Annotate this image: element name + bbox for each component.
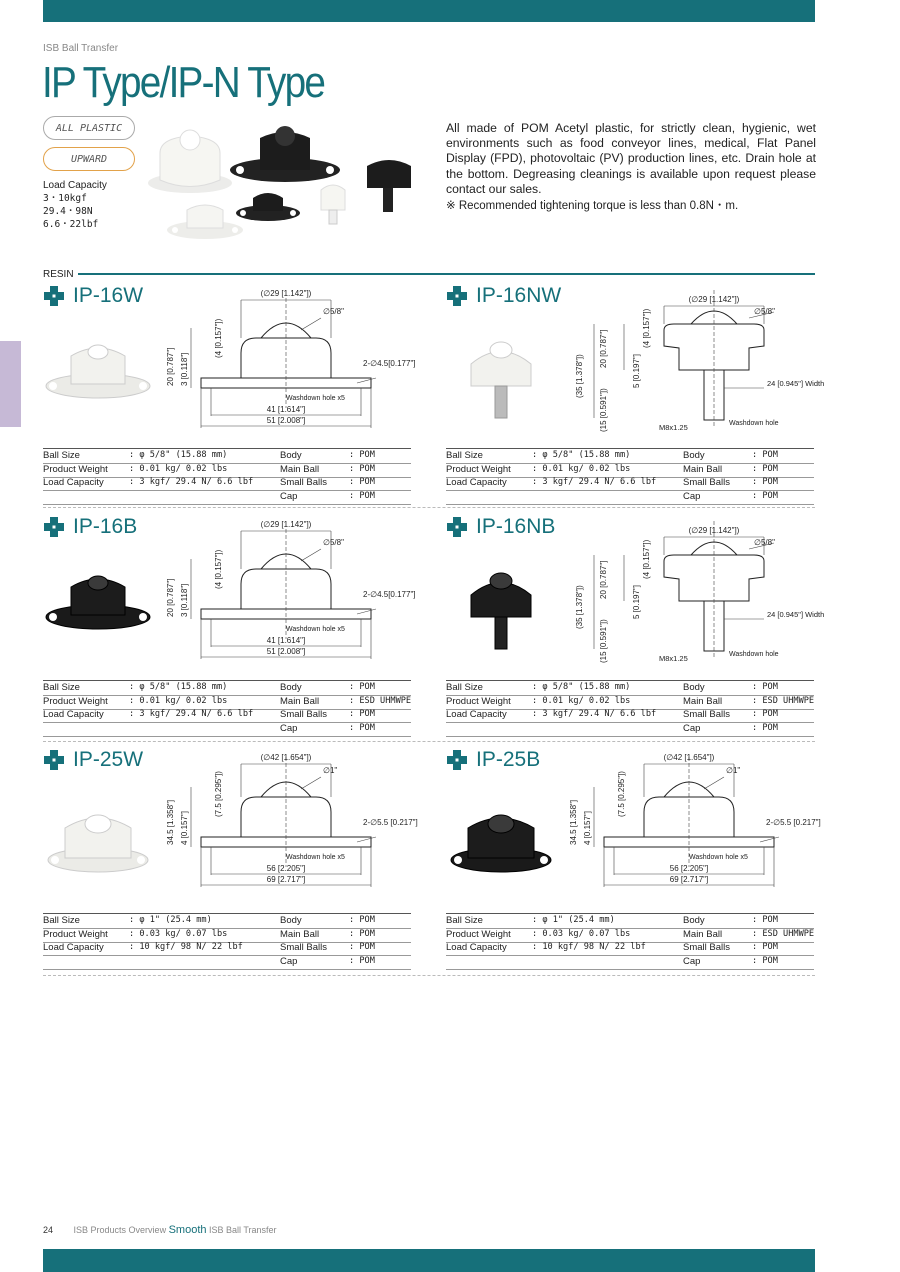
spec-row	[43, 450, 411, 463]
dim-hole-pitch: 41 [1.614"]	[266, 405, 306, 414]
spec-label: Body	[280, 450, 302, 461]
dim-washdown-hole: Washdown hole	[729, 420, 779, 427]
footer-highlight: Smooth	[168, 1224, 207, 1236]
product-photo	[43, 334, 153, 424]
dim-height: 20 [0.787"]	[166, 578, 175, 617]
spec-value: : POM	[349, 928, 375, 939]
spec-label: Main Ball	[683, 928, 723, 940]
spec-row	[446, 464, 814, 477]
spec-row	[446, 682, 814, 695]
dim-overall-width: 69 [2.717"]	[266, 875, 306, 884]
load-capacity-n: 29.4・98N	[43, 206, 93, 217]
spec-value: : POM	[752, 477, 778, 488]
dim-outer-diameter: (∅42 [1.654"])	[260, 753, 312, 762]
dim-outer-diameter: (∅29 [1.142"])	[260, 289, 312, 298]
spec-label: Main Ball	[280, 695, 320, 707]
spec-rule	[43, 736, 411, 737]
spec-value: : POM	[349, 477, 375, 488]
spec-label: Load Capacity	[446, 477, 507, 489]
dim-thread: M8x1.25	[659, 423, 688, 432]
dim-width: 24 [0.945"] Width	[767, 379, 825, 388]
spec-value: : POM	[752, 450, 778, 460]
spec-label: Ball Size	[43, 450, 80, 461]
dim-cap-height: (4 [0.157"])	[214, 549, 223, 589]
spec-value: : 0.01 kg/ 0.02 lbs	[532, 463, 631, 474]
dimension-drawing	[564, 288, 825, 438]
dim-washdown-hole: Washdown hole	[729, 651, 779, 658]
spec-label: Product Weight	[446, 463, 511, 475]
spec-label: Ball Size	[446, 450, 483, 461]
spec-label: Load Capacity	[446, 709, 507, 721]
dim-width: 24 [0.945"] Width	[767, 610, 825, 619]
spec-row	[43, 915, 411, 928]
spec-row	[43, 477, 411, 490]
product-photo	[446, 334, 556, 424]
spec-label: Cap	[280, 722, 298, 734]
spec-label: Product Weight	[446, 695, 511, 707]
spec-value: : POM	[752, 942, 778, 953]
spec-value: : φ 5/8" (15.88 mm)	[129, 682, 228, 692]
spec-row	[43, 942, 411, 955]
dim-overall-width: 51 [2.008"]	[266, 416, 306, 425]
cross-bullet-icon	[43, 285, 65, 307]
spec-row	[43, 929, 411, 942]
spec-rule	[43, 680, 411, 681]
spec-row	[446, 450, 814, 463]
spec-label: Ball Size	[446, 915, 483, 926]
spec-label: Product Weight	[43, 928, 108, 940]
spec-row	[43, 956, 411, 969]
dim-body-height: 20 [0.787"]	[599, 329, 608, 368]
dim-height: 20 [0.787"]	[166, 347, 175, 386]
dim-ball-diameter: ∅5/8"	[323, 538, 344, 547]
spec-rule	[446, 448, 814, 449]
spec-label: Main Ball	[683, 463, 723, 475]
dim-thread: M8x1.25	[659, 654, 688, 663]
spec-row	[43, 491, 411, 504]
bottom-band	[43, 1249, 815, 1272]
supertitle: ISB Ball Transfer	[43, 43, 119, 54]
dim-ball-diameter: ∅5/8"	[323, 307, 344, 316]
spec-value: : 0.01 kg/ 0.02 lbs	[532, 695, 631, 706]
spec-value: : ESD UHMWPE	[752, 695, 815, 706]
product-title	[446, 284, 561, 308]
spec-row	[43, 723, 411, 736]
spec-value: : 10 kgf/ 98 N/ 22 lbf	[129, 942, 243, 953]
spec-rule	[446, 504, 814, 505]
spec-label: Cap	[683, 490, 701, 502]
cross-bullet-icon	[43, 516, 65, 538]
spec-rule	[43, 913, 411, 914]
dim-base-thickness: 4 [0.157"]	[180, 811, 189, 845]
spec-label: Cap	[280, 955, 298, 967]
spec-value: : POM	[349, 490, 375, 501]
spec-value: : POM	[752, 682, 778, 692]
dim-ball-diameter: ∅5/8"	[754, 538, 775, 547]
dim-cap-height: (7.5 [0.295"])	[214, 771, 223, 817]
dim-cap-height: (4 [0.157"])	[642, 539, 651, 579]
spec-label: Ball Size	[43, 915, 80, 926]
spec-row	[446, 942, 814, 955]
spec-value: : φ 5/8" (15.88 mm)	[532, 450, 631, 460]
dim-cap-height: (7.5 [0.295"])	[617, 771, 626, 817]
spec-table	[446, 913, 818, 969]
spec-value: : POM	[752, 709, 778, 720]
product-name: IP-16NW	[476, 284, 562, 307]
all-plastic-badge: ALL PLASTIC	[43, 116, 135, 140]
spec-label: Cap	[280, 490, 298, 502]
spec-value: : POM	[349, 463, 375, 474]
spec-label: Small Balls	[683, 942, 730, 954]
spec-value: : POM	[752, 915, 778, 925]
dim-overall-height: (35 [1.378"])	[575, 354, 584, 398]
spec-row	[446, 696, 814, 709]
spec-value: : POM	[349, 450, 375, 460]
spec-label: Cap	[683, 722, 701, 734]
spec-table	[43, 913, 415, 969]
product-title	[43, 515, 137, 539]
spec-label: Small Balls	[683, 477, 730, 489]
dim-flange-thickness: 5 [0.197"]	[632, 585, 641, 619]
spec-label: Body	[683, 450, 705, 461]
spec-value: : POM	[752, 722, 778, 733]
dim-overall-width: 51 [2.008"]	[266, 647, 306, 656]
spec-row	[446, 477, 814, 490]
dim-washdown-hole: Washdown hole x5	[286, 626, 345, 633]
spec-row	[43, 464, 411, 477]
spec-value: : POM	[752, 955, 778, 966]
spec-label: Main Ball	[683, 695, 723, 707]
spec-label: Ball Size	[43, 682, 80, 693]
spec-value: : POM	[752, 490, 778, 501]
spec-rule	[446, 913, 814, 914]
load-capacity-summary	[43, 179, 107, 231]
dim-washdown-hole: Washdown hole x5	[286, 854, 345, 861]
spec-label: Product Weight	[446, 928, 511, 940]
spec-row	[446, 956, 814, 969]
spec-rule	[43, 504, 411, 505]
product-photo	[446, 565, 556, 655]
spec-value: : POM	[349, 722, 375, 733]
spec-value: : 3 kgf/ 29.4 N/ 6.6 lbf	[129, 709, 254, 720]
row-separator	[43, 975, 815, 976]
page-title: IP Type/IP-N Type	[42, 58, 325, 107]
dim-mount-hole: 2-∅4.5[0.177"]	[363, 359, 416, 368]
spec-label: Main Ball	[280, 928, 320, 940]
spec-row	[43, 696, 411, 709]
dim-outer-diameter: (∅29 [1.142"])	[688, 526, 740, 535]
dim-ball-diameter: ∅5/8"	[754, 307, 775, 316]
dim-mount-hole: 2-∅5.5 [0.217"]	[766, 818, 821, 827]
spec-label: Load Capacity	[43, 477, 104, 489]
product-name: IP-25B	[476, 748, 541, 771]
dim-base-thickness: 3 [0.118"]	[180, 583, 189, 617]
dimension-drawing	[161, 519, 416, 669]
dim-height: 34.5 [1.358"]	[166, 799, 175, 845]
spec-rule	[43, 969, 411, 970]
footer	[43, 1224, 277, 1236]
spec-label: Cap	[683, 955, 701, 967]
spec-value: : POM	[752, 463, 778, 474]
spec-rule	[446, 969, 814, 970]
cross-bullet-icon	[43, 749, 65, 771]
dim-hole-pitch: 56 [2.205"]	[266, 864, 306, 873]
spec-label: Body	[683, 682, 705, 693]
spec-value: : φ 1" (25.4 mm)	[532, 915, 615, 925]
spec-value: : 0.01 kg/ 0.02 lbs	[129, 695, 228, 706]
spec-label: Ball Size	[446, 682, 483, 693]
spec-row	[446, 491, 814, 504]
spec-label: Load Capacity	[43, 942, 104, 954]
dim-outer-diameter: (∅29 [1.142"])	[260, 520, 312, 529]
dim-base-thickness: 3 [0.118"]	[180, 352, 189, 386]
spec-value: : 3 kgf/ 29.4 N/ 6.6 lbf	[532, 477, 657, 488]
dim-base-thickness: 4 [0.157"]	[583, 811, 592, 845]
spec-value: : ESD UHMWPE	[349, 695, 412, 706]
spec-value: : 3 kgf/ 29.4 N/ 6.6 lbf	[532, 709, 657, 720]
spec-value: : POM	[349, 955, 375, 966]
section-label: RESIN	[43, 269, 74, 280]
load-capacity-label: Load Capacity	[43, 180, 107, 191]
footer-subtitle: ISB Ball Transfer	[209, 1225, 277, 1235]
spec-value: : POM	[349, 709, 375, 720]
dim-hole-pitch: 41 [1.614"]	[266, 636, 306, 645]
dim-mount-hole: 2-∅4.5[0.177"]	[363, 590, 416, 599]
spec-row	[43, 709, 411, 722]
spec-label: Main Ball	[280, 463, 320, 475]
spec-label: Small Balls	[280, 477, 327, 489]
dim-washdown-hole: Washdown hole x5	[689, 854, 748, 861]
cross-bullet-icon	[446, 516, 468, 538]
spec-table	[43, 448, 415, 504]
dimension-drawing	[564, 519, 825, 669]
spec-value: : POM	[349, 915, 375, 925]
dim-body-height: 20 [0.787"]	[599, 560, 608, 599]
top-band	[43, 0, 815, 22]
product-photo	[43, 565, 153, 655]
spec-rule	[446, 736, 814, 737]
product-title	[43, 748, 143, 772]
spec-value: : 0.03 kg/ 0.07 lbs	[532, 928, 631, 939]
spec-value: : 10 kgf/ 98 N/ 22 lbf	[532, 942, 646, 953]
dim-overall-height: (35 [1.378"])	[575, 585, 584, 629]
spec-value: : POM	[349, 682, 375, 692]
spec-value: : POM	[349, 942, 375, 953]
spec-row	[446, 723, 814, 736]
dim-flange-thickness: 5 [0.197"]	[632, 354, 641, 388]
spec-label: Small Balls	[280, 942, 327, 954]
load-capacity-lbf: 6.6・22lbf	[43, 219, 99, 230]
dim-washdown-hole: Washdown hole x5	[286, 395, 345, 402]
dim-cap-height: (4 [0.157"])	[642, 308, 651, 348]
product-group-photo	[145, 118, 415, 248]
load-capacity-kgf: 3・10kgf	[43, 193, 87, 204]
product-name: IP-16W	[73, 284, 144, 307]
dim-cap-height: (4 [0.157"])	[214, 318, 223, 358]
product-name: IP-25W	[73, 748, 144, 771]
spec-label: Product Weight	[43, 695, 108, 707]
spec-table	[43, 680, 415, 736]
dim-height: 34.5 [1.358"]	[569, 799, 578, 845]
product-title	[446, 515, 555, 539]
dim-overall-width: 69 [2.717"]	[669, 875, 709, 884]
spec-label: Body	[280, 915, 302, 926]
spec-value: : 0.03 kg/ 0.07 lbs	[129, 928, 228, 939]
spec-label: Load Capacity	[43, 709, 104, 721]
dim-hole-pitch: 56 [2.205"]	[669, 864, 709, 873]
spec-rule	[43, 448, 411, 449]
product-photo	[446, 798, 556, 888]
spec-value: : ESD UHMWPE	[752, 928, 815, 939]
spec-row	[446, 929, 814, 942]
footer-section: ISB Products Overview	[73, 1225, 167, 1235]
product-photo	[43, 798, 153, 888]
product-title	[446, 748, 540, 772]
row-separator	[43, 507, 815, 508]
spec-value: : 0.01 kg/ 0.02 lbs	[129, 463, 228, 474]
cross-bullet-icon	[446, 285, 468, 307]
spec-value: : φ 5/8" (15.88 mm)	[129, 450, 228, 460]
product-description: All made of POM Acetyl plastic, for strictly clean, hygienic, wet environments such as food conveyor lines, medical, Flat Panel Display (FPD), photovoltaic (PV) production lines, etc. Drain hole at the bottom. Degreasing cleanings is available upon request please contact our sales.	[446, 121, 816, 196]
dim-outer-diameter: (∅42 [1.654"])	[663, 753, 715, 762]
spec-rule	[446, 680, 814, 681]
product-name: IP-16NB	[476, 515, 556, 538]
spec-value: : φ 1" (25.4 mm)	[129, 915, 212, 925]
spec-value: : 3 kgf/ 29.4 N/ 6.6 lbf	[129, 477, 254, 488]
spec-label: Body	[280, 682, 302, 693]
spec-label: Small Balls	[280, 709, 327, 721]
row-separator	[43, 741, 815, 742]
section-rule	[78, 273, 815, 275]
dim-outer-diameter: (∅29 [1.142"])	[688, 295, 740, 304]
dim-stud-length: (15 [0.591"])	[599, 619, 608, 663]
dimension-drawing	[161, 288, 416, 438]
spec-value: : φ 5/8" (15.88 mm)	[532, 682, 631, 692]
spec-table	[446, 448, 818, 504]
dim-mount-hole: 2-∅5.5 [0.217"]	[363, 818, 418, 827]
torque-note: ※ Recommended tightening torque is less than 0.8N・m.	[446, 200, 739, 212]
spec-label: Body	[683, 915, 705, 926]
cross-bullet-icon	[446, 749, 468, 771]
product-title	[43, 284, 143, 308]
spec-label: Small Balls	[683, 709, 730, 721]
dimension-drawing	[564, 752, 821, 902]
spec-label: Load Capacity	[446, 942, 507, 954]
dim-stud-length: (15 [0.591"])	[599, 388, 608, 432]
side-tab	[0, 341, 21, 427]
dimension-drawing	[161, 752, 418, 902]
spec-label: Product Weight	[43, 463, 108, 475]
spec-row	[446, 709, 814, 722]
dim-ball-diameter: ∅1"	[323, 766, 338, 775]
page-number: 24	[43, 1225, 54, 1235]
spec-row	[43, 682, 411, 695]
upward-badge: UPWARD	[43, 147, 135, 171]
product-name: IP-16B	[73, 515, 138, 538]
spec-row	[446, 915, 814, 928]
dim-ball-diameter: ∅1"	[726, 766, 741, 775]
spec-table	[446, 680, 818, 736]
